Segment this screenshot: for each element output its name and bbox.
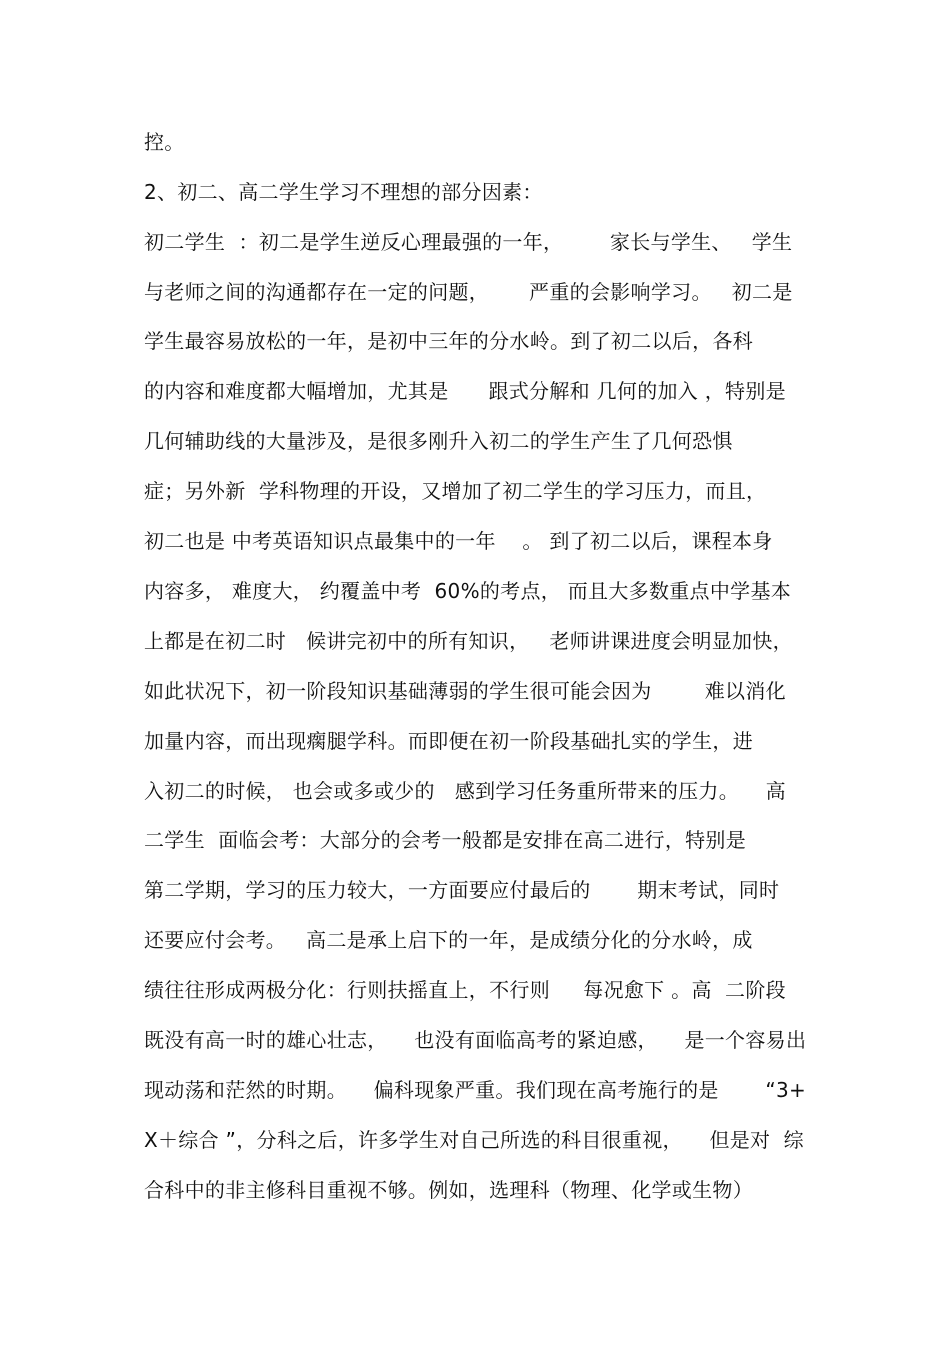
text-line: 初二也是 中考英语知识点最集中的一年 。 到了初二以后，课程本身 <box>144 529 773 553</box>
text-line: 既没有高一时的雄心壮志， 也没有面临高考的紧迫感， 是一个容易出 <box>144 1028 807 1052</box>
text-line: 现动荡和茫然的时期。 偏科现象严重。我们现在高考施行的是 “3+ <box>144 1078 807 1102</box>
text-line: 第二学期，学习的压力较大，一方面要应付最后的 期末考试，同时 <box>144 878 780 902</box>
text-line: 上都是在初二时 候讲完初中的所有知识， 老师讲课进度会明显加快， <box>144 629 793 653</box>
text-line: 控。 <box>144 130 185 154</box>
text-line: 合科中的非主修科目重视不够。例如，选理科（物理、化学或生物） <box>144 1178 753 1202</box>
section-heading: 2、初二、高二学生学习不理想的部分因素： <box>144 180 543 204</box>
text-line: X＋综合 ”，分科之后，许多学生对自己所选的科目很重视， 但是对 综 <box>144 1128 804 1152</box>
text-line: 如此状况下，初一阶段知识基础薄弱的学生很可能会因为 难以消化 <box>144 679 786 703</box>
text-line: 的内容和难度都大幅增加，尤其是 跟式分解和 几何的加入 ，特别是 <box>144 379 786 403</box>
text-line: 内容多， 难度大， 约覆盖中考 60%的考点， 而且大多数重点中学基本 <box>144 579 792 603</box>
text-line: 加量内容，而出现瘸腿学科。而即便在初一阶段基础扎实的学生，进 <box>144 729 753 753</box>
text-line: 二学生 面临会考：大部分的会考一般都是安排在高二进行，特别是 <box>144 828 747 852</box>
text-line: 几何辅助线的大量涉及，是很多刚升入初二的学生产生了几何恐惧 <box>144 429 733 453</box>
text-line: 学生最容易放松的一年，是初中三年的分水岭。到了初二以后，各科 <box>144 329 753 353</box>
text-line: 初二学生 ：初二是学生逆反心理最强的一年， 家长与学生、 学生 <box>144 230 793 254</box>
text-line: 症；另外新 学科物理的开设，又增加了初二学生的学习压力，而且， <box>144 479 767 503</box>
text-line: 还要应付会考。 高二是承上启下的一年，是成绩分化的分水岭，成 <box>144 928 753 952</box>
text-line: 绩往往形成两极分化：行则扶摇直上，不行则 每况愈下 。高 二阶段 <box>144 978 786 1002</box>
text-line: 与老师之间的沟通都存在一定的问题， 严重的会影响学习。 初二是 <box>144 280 793 304</box>
text-line: 入初二的时候， 也会或多或少的 感到学习任务重所带来的压力。 高 <box>144 779 786 803</box>
